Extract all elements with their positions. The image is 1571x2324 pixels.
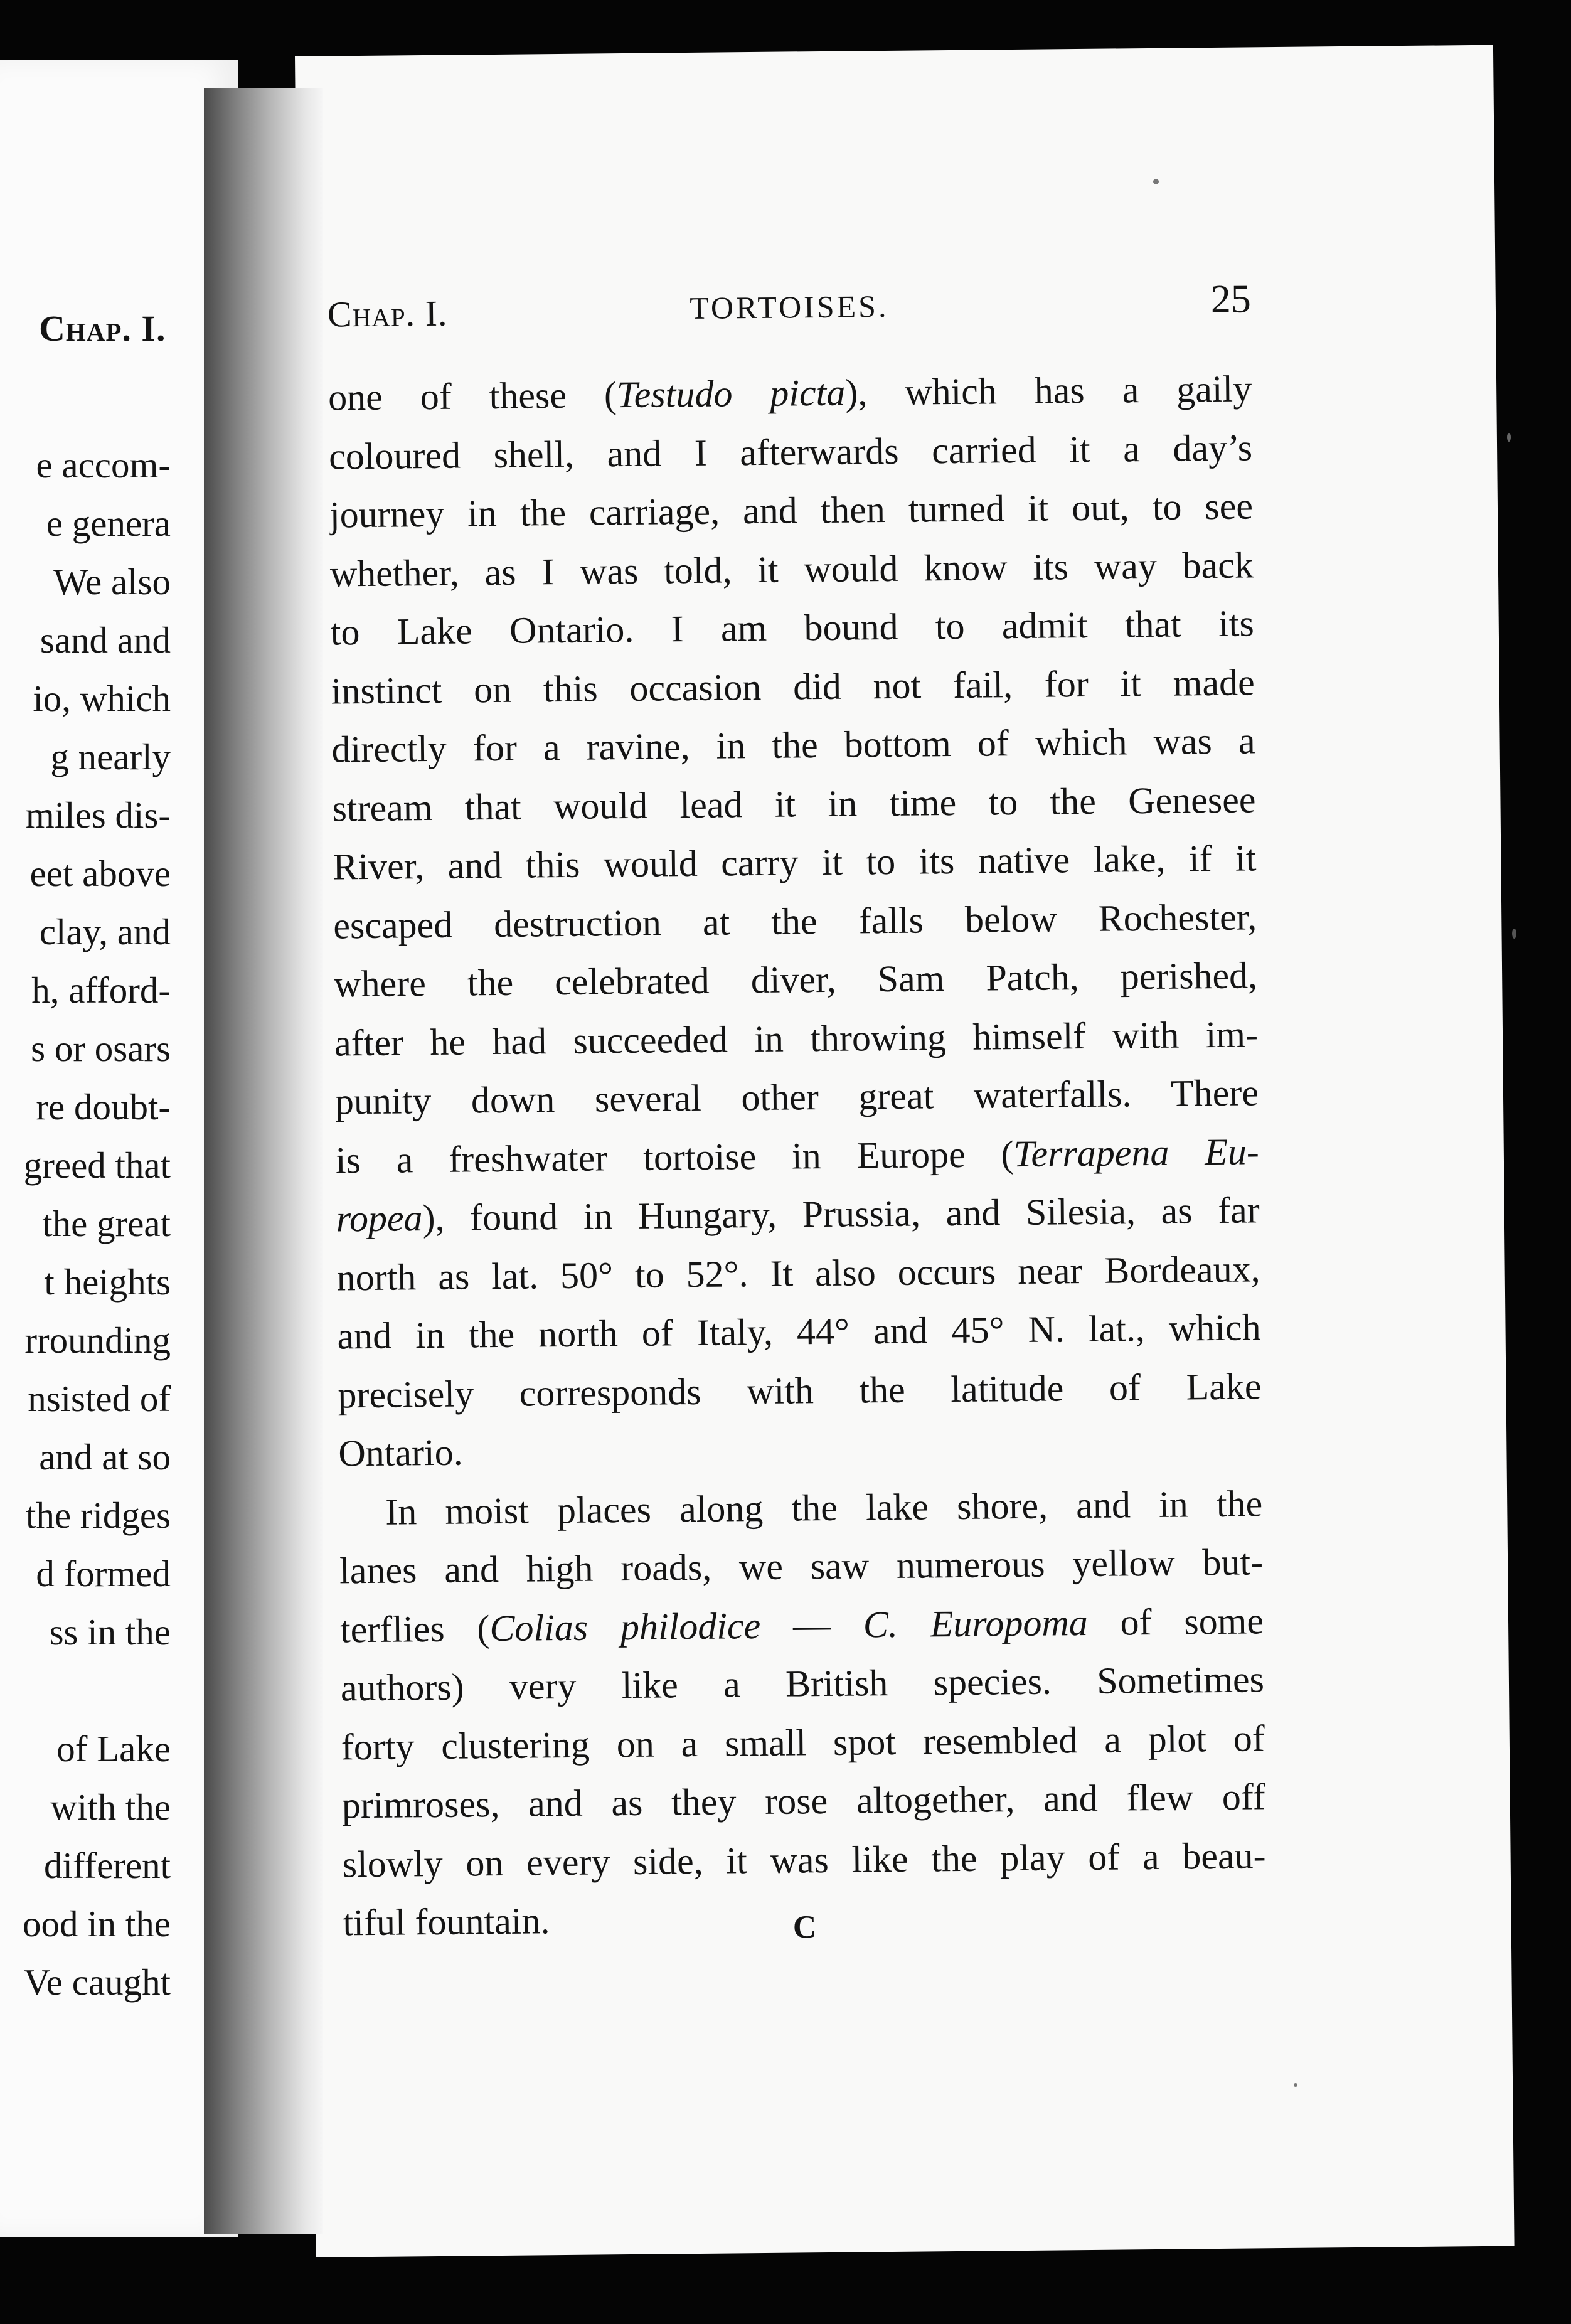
text-line: [330, 594, 1254, 662]
left-page-text: [0, 436, 171, 2012]
text-segment: authors) very like a British species. Sometimes: [340, 1658, 1265, 1709]
italic-species-name: Testudo picta: [616, 371, 846, 416]
left-text-line: e accom-: [36, 444, 171, 486]
text-segment: In moist places along the lake shore, and in the: [385, 1482, 1263, 1533]
text-line: [331, 653, 1255, 721]
text-line: [341, 1709, 1265, 1777]
text-segment: terflies (: [339, 1607, 490, 1650]
left-text-line: and at so: [39, 1436, 171, 1478]
left-text-line: sand and: [40, 619, 171, 661]
left-text-line: e genera: [46, 503, 171, 544]
left-text-line: different: [43, 1845, 171, 1886]
left-text-line: greed that: [23, 1144, 171, 1186]
text-line: [329, 536, 1254, 604]
text-line: [334, 946, 1258, 1014]
running-head: [327, 276, 1252, 344]
left-text-line: the ridges: [25, 1495, 171, 1536]
text-segment: primroses, and as they rose altogether, and flew off: [341, 1776, 1266, 1826]
text-segment: after he had succeeded in throwing himself with im-: [334, 1013, 1259, 1063]
text-line: [333, 888, 1257, 956]
italic-species-name: C. Europoma: [863, 1601, 1089, 1645]
text-line: [340, 1592, 1264, 1660]
text-line: [341, 1650, 1265, 1718]
text-line: [334, 1005, 1259, 1073]
left-text-line: with the: [50, 1786, 171, 1828]
left-text-line: io, which: [33, 678, 171, 719]
text-line: [342, 1826, 1266, 1894]
text-line: [331, 712, 1255, 779]
text-line: [329, 477, 1254, 545]
right-page: [295, 45, 1515, 2257]
left-text-line: Ve caught: [23, 1961, 171, 2003]
text-segment: whether, as I was told, it would know its way back: [329, 543, 1254, 594]
text-segment: ), found in Hungary, Prussia, and Silesia, as far: [422, 1189, 1260, 1239]
left-text-line: of Lake: [56, 1728, 171, 1769]
text-line: [328, 360, 1252, 427]
text-segment: where the celebrated diver, Sam Patch, perished,: [333, 954, 1258, 1005]
left-text-line: h, afford-: [31, 969, 171, 1011]
ink-speck: [1512, 929, 1516, 939]
italic-species-name: ropea: [336, 1197, 423, 1240]
left-text-line: eet above: [29, 853, 171, 894]
left-text-line: re doubt-: [36, 1086, 171, 1127]
text-line: [338, 1415, 1262, 1483]
italic-species-name: Terrapena Eu-: [1013, 1130, 1260, 1175]
text-line: [339, 1533, 1264, 1601]
left-text-line: nsisted of: [28, 1378, 171, 1419]
left-text-line: rrounding: [24, 1319, 171, 1361]
text-line: [336, 1181, 1260, 1249]
text-segment: of some: [1087, 1599, 1264, 1643]
left-text-line: [0, 1661, 171, 1720]
gutter-shadow: [204, 88, 323, 2234]
ink-speck: [1507, 433, 1511, 442]
left-text-line: We also: [53, 561, 171, 602]
text-line: [341, 1767, 1265, 1835]
italic-species-name: Colias philodice: [489, 1604, 761, 1649]
signature-mark: C: [792, 1909, 817, 1946]
text-segment: precisely corresponds with the latitude of Lake: [338, 1365, 1262, 1415]
text-segment: instinct on this occasion did not fail, for it made: [331, 661, 1255, 712]
text-segment: directly for a ravine, in the bottom of which was a: [331, 720, 1255, 770]
text-segment: —: [760, 1603, 864, 1646]
left-text-line: miles dis-: [25, 794, 171, 836]
left-text-line: ood in the: [23, 1903, 171, 1944]
text-segment: punity down several other great waterfalls. There: [334, 1072, 1259, 1122]
text-line: [335, 1122, 1259, 1190]
text-segment: stream that would lead it in time to the Genesee: [332, 778, 1256, 829]
running-title: TORTOISES.: [690, 288, 889, 326]
text-segment: journey in the carriage, and then turned it out, to see: [329, 485, 1254, 536]
left-page-header: Chap. I.: [39, 308, 166, 349]
text-segment: one of these (: [328, 374, 617, 418]
text-line: [336, 1240, 1260, 1308]
left-text-line: t heights: [44, 1261, 171, 1303]
text-segment: is a freshwater tortoise in Europe (: [335, 1133, 1014, 1181]
text-segment: and in the north of Italy, 44° and 45° N. lat., which: [337, 1306, 1261, 1357]
text-line: [332, 770, 1256, 838]
left-text-line: s or osars: [31, 1028, 171, 1069]
text-segment: ), which has a gaily: [844, 368, 1252, 413]
text-line: [339, 1474, 1263, 1542]
text-line: [329, 418, 1253, 486]
text-segment: Ontario.: [338, 1431, 463, 1474]
text-line: [333, 829, 1257, 897]
left-text-line: g nearly: [50, 736, 171, 777]
text-segment: tiful fountain.: [343, 1900, 550, 1944]
page-number: 25: [1210, 276, 1252, 322]
text-segment: coloured shell, and I afterwards carried it a day’s: [328, 426, 1253, 477]
left-text-line: clay, and: [39, 911, 171, 952]
text-segment: River, and this would carry it to its native lake, if it: [333, 837, 1257, 888]
text-segment: north as lat. 50° to 52°. It also occurs near Bordeaux,: [336, 1247, 1260, 1298]
text-line: [337, 1298, 1261, 1366]
ink-speck: [1294, 2083, 1297, 2087]
left-text-line: the great: [42, 1203, 171, 1244]
ink-speck: [1153, 179, 1159, 184]
left-page: [0, 60, 238, 2237]
left-text-line: ss in the: [49, 1611, 171, 1653]
text-segment: lanes and high roads, we saw numerous yellow but-: [339, 1541, 1264, 1592]
text-segment: to Lake Ontario. I am bound to admit that its: [330, 602, 1255, 653]
text-line: [335, 1063, 1259, 1131]
body-text: [328, 360, 1267, 1953]
text-segment: escaped destruction at the falls below Rochester,: [333, 895, 1257, 946]
left-text-line: d formed: [36, 1553, 171, 1594]
text-line: [338, 1357, 1262, 1425]
text-segment: forty clustering on a small spot resembled a plot of: [341, 1717, 1265, 1767]
text-segment: slowly on every side, it was like the play of a beau-: [342, 1834, 1266, 1885]
chapter-label: Chap. I.: [327, 292, 448, 335]
